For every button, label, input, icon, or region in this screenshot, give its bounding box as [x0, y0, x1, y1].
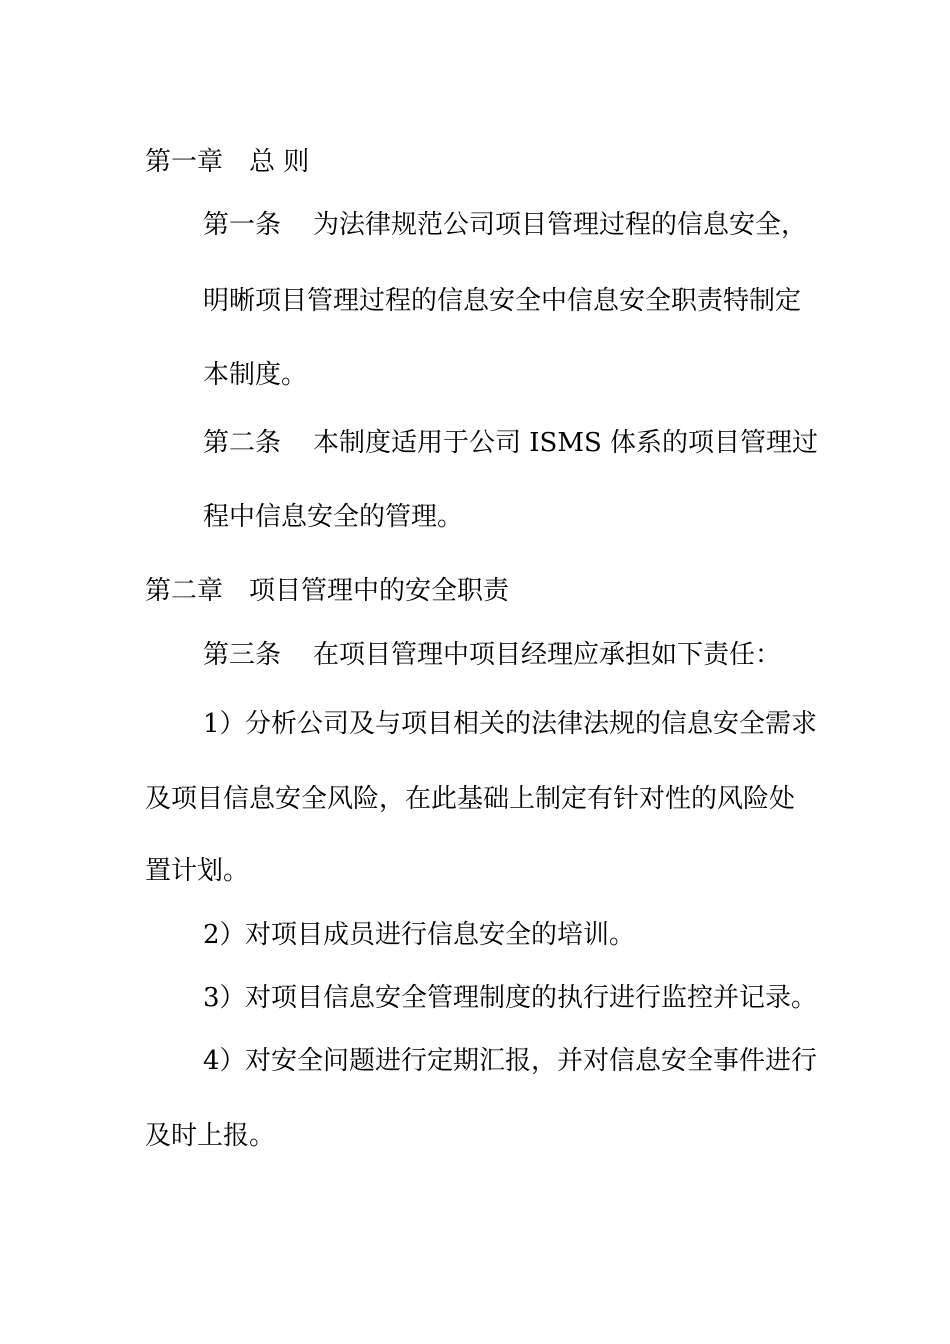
article-2-text-1: 本制度适用于公司 ISMS 体系的项目管理过 [313, 428, 819, 458]
item-1-line-2: 及项目信息安全风险，在此基础上制定有针对性的风险处 [145, 784, 796, 814]
article-1-line-1 [203, 212, 807, 238]
article-3-line [203, 642, 781, 668]
item-2-text-1: 对项目成员进行信息安全的培训。 [245, 920, 636, 950]
chapter-2-heading [145, 578, 509, 604]
article-2-line-1 [203, 430, 818, 456]
article-1-label: 第一条 [203, 210, 282, 240]
item-2-line-1 [203, 922, 635, 948]
item-1-line-3: 置计划。 [145, 856, 250, 886]
article-1-line-3: 本制度。 [203, 360, 308, 390]
item-1-number: 1） [203, 709, 246, 739]
item-3-text-1: 对项目信息安全管理制度的执行进行监控并记录。 [245, 983, 818, 1013]
article-3-label: 第三条 [203, 640, 282, 670]
item-4-line-1 [203, 1048, 817, 1074]
chapter-1-heading [145, 149, 309, 175]
item-1-line-1 [203, 711, 817, 737]
item-3-line-1 [203, 985, 817, 1011]
article-2-label: 第二条 [203, 428, 282, 458]
article-3-text: 在项目管理中项目经理应承担如下责任： [313, 640, 782, 670]
item-4-line-2: 及时上报。 [145, 1121, 276, 1151]
chapter-2-title: 项目管理中的安全职责 [249, 576, 510, 606]
article-1-line-2: 明晰项目管理过程的信息安全中信息安全职责特制定 [203, 286, 802, 316]
item-3-number: 3） [203, 983, 246, 1013]
item-4-number: 4） [203, 1046, 246, 1076]
chapter-1-title: 总 则 [249, 147, 310, 177]
chapter-1-label: 第一章 [145, 147, 224, 177]
article-2-line-2: 程中信息安全的管理。 [203, 502, 464, 532]
item-2-number: 2） [203, 920, 246, 950]
item-4-text-1: 对安全问题进行定期汇报，并对信息安全事件进行 [245, 1046, 818, 1076]
chapter-2-label: 第二章 [145, 576, 224, 606]
article-1-text-1: 为法律规范公司项目管理过程的信息安全， [313, 210, 808, 240]
item-1-text-1: 分析公司及与项目相关的法律法规的信息安全需求 [245, 709, 818, 739]
